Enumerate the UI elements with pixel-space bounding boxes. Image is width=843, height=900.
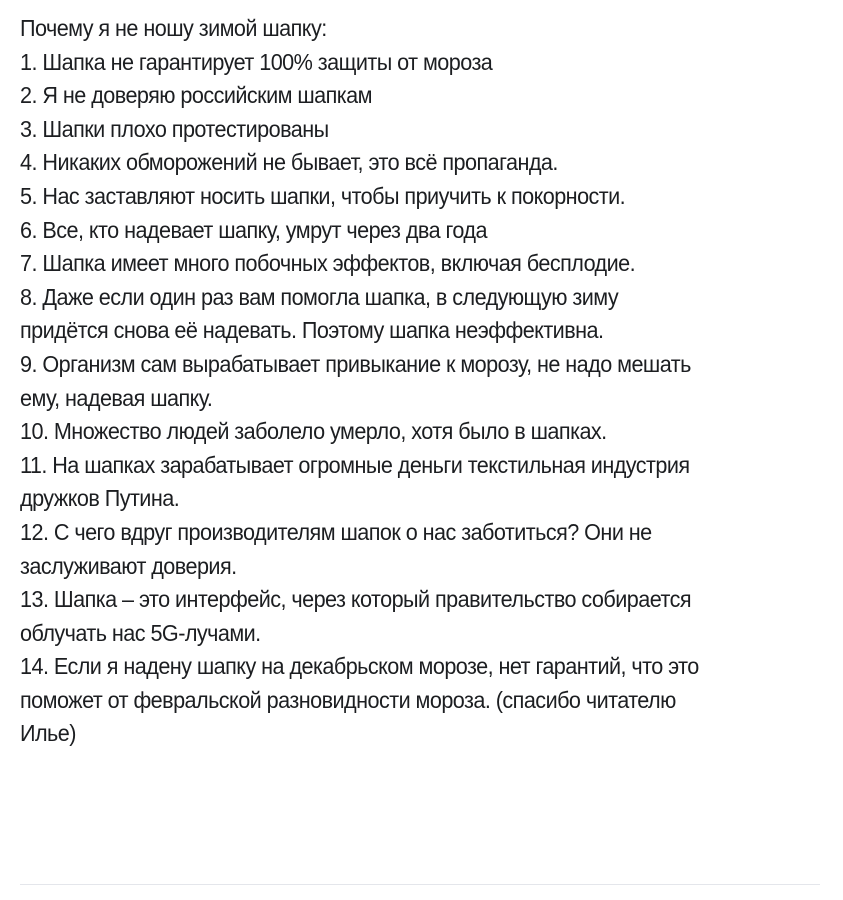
list-item: 10. Множество людей заболело умерло, хотя было в шапках. [20, 418, 607, 445]
list-item-continuation: Илье) [20, 720, 76, 747]
post-divider [20, 884, 820, 885]
list-item: 8. Даже если один раз вам помогла шапка, в следующую зиму [20, 283, 619, 310]
list-item: 3. Шапки плохо протестированы [20, 115, 329, 142]
list-item-continuation: ему, надевая шапку. [20, 384, 213, 411]
list-item-continuation: облучать нас 5G-лучами. [20, 619, 261, 646]
list-item: 6. Все, кто надевает шапку, умрут через два года [20, 216, 487, 243]
post-body [20, 12, 825, 751]
post-text [20, 12, 825, 751]
list-item: 5. Нас заставляют носить шапки, чтобы приучить к покорности. [20, 182, 626, 209]
list-item: 13. Шапка – это интерфейс, через который правительство собирается [20, 586, 691, 613]
list-item: 2. Я не доверяю российским шапкам [20, 82, 372, 109]
list-item: 4. Никаких обморожений не бывает, это всё пропаганда. [20, 149, 558, 176]
post-heading: Почему я не ношу зимой шапку: [20, 15, 327, 41]
list-item-continuation: дружков Путина. [20, 485, 180, 512]
list-item: 14. Если я надену шапку на декабрьском морозе, нет гарантий, что это [20, 653, 699, 680]
list-item-continuation: придётся снова её надевать. Поэтому шапка неэффективна. [20, 317, 604, 344]
list-item-continuation: заслуживают доверия. [20, 552, 237, 579]
list-item: 1. Шапка не гарантирует 100% защиты от мороза [20, 48, 493, 75]
list-item: 11. На шапках зарабатывает огромные деньги текстильная индустрия [20, 451, 690, 478]
list-item: 9. Организм сам вырабатывает привыкание к морозу, не надо мешать [20, 350, 691, 377]
list-item: 7. Шапка имеет много побочных эффектов, включая бесплодие. [20, 250, 636, 277]
list-item: 12. С чего вдруг производителям шапок о нас заботиться? Они не [20, 518, 652, 545]
list-item-continuation: поможет от февральской разновидности мороза. (спасибо читателю [20, 686, 676, 713]
